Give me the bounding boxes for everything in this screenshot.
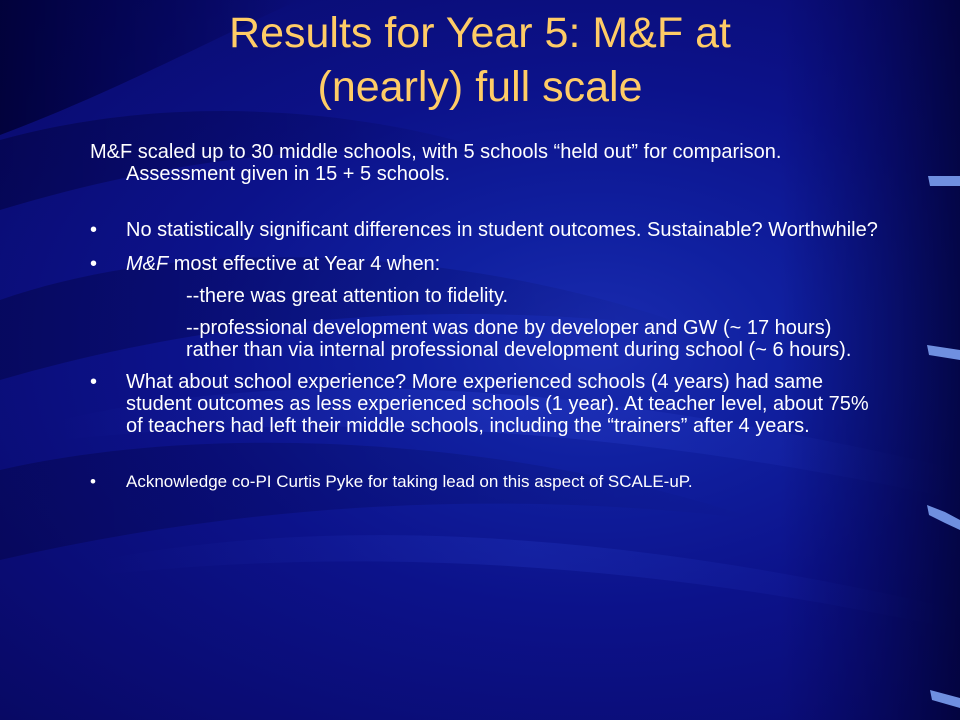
intro-paragraph: M&F scaled up to 30 middle schools, with 5 schools “held out” for comparison. Assessment given in 15 + 5 schools. — [90, 141, 782, 185]
slide-title — [60, 6, 900, 114]
slide-body — [90, 141, 880, 492]
bullet-icon: • — [90, 253, 98, 275]
bullet-text: What about school experience? More experienced schools (4 years) had same student outcomes as less experienced schools (1 year). At teacher level, about 75% of teachers had left their middle schools, including the “trainers” after 4 years. — [126, 371, 869, 437]
bullet-item — [90, 371, 880, 437]
bullet-text: most effective at Year 4 when: — [168, 253, 441, 275]
bullet-item — [90, 219, 880, 241]
sub-item: --there was great attention to fidelity. — [186, 285, 509, 307]
slide-title-line2: (nearly) full scale — [317, 63, 643, 111]
bullet-text: No statistically significant differences in student outcomes. Sustainable? Worthwhile? — [126, 219, 878, 241]
bullet-icon: • — [90, 371, 98, 393]
bullet-icon: • — [90, 472, 96, 491]
sub-item: --professional development was done by developer and GW (~ 17 hours) rather than via internal professional development during school (~ 6 hours). — [186, 317, 852, 361]
bullet-item — [90, 472, 880, 492]
bullet-icon: • — [90, 219, 98, 241]
bullet-text: Acknowledge co-PI Curtis Pyke for taking lead on this aspect of SCALE-uP. — [126, 472, 693, 491]
bullet-item — [90, 253, 880, 275]
slide-title-line1: Results for Year 5: M&F at — [229, 9, 731, 57]
bullet-emphasis: M&F — [126, 253, 169, 275]
